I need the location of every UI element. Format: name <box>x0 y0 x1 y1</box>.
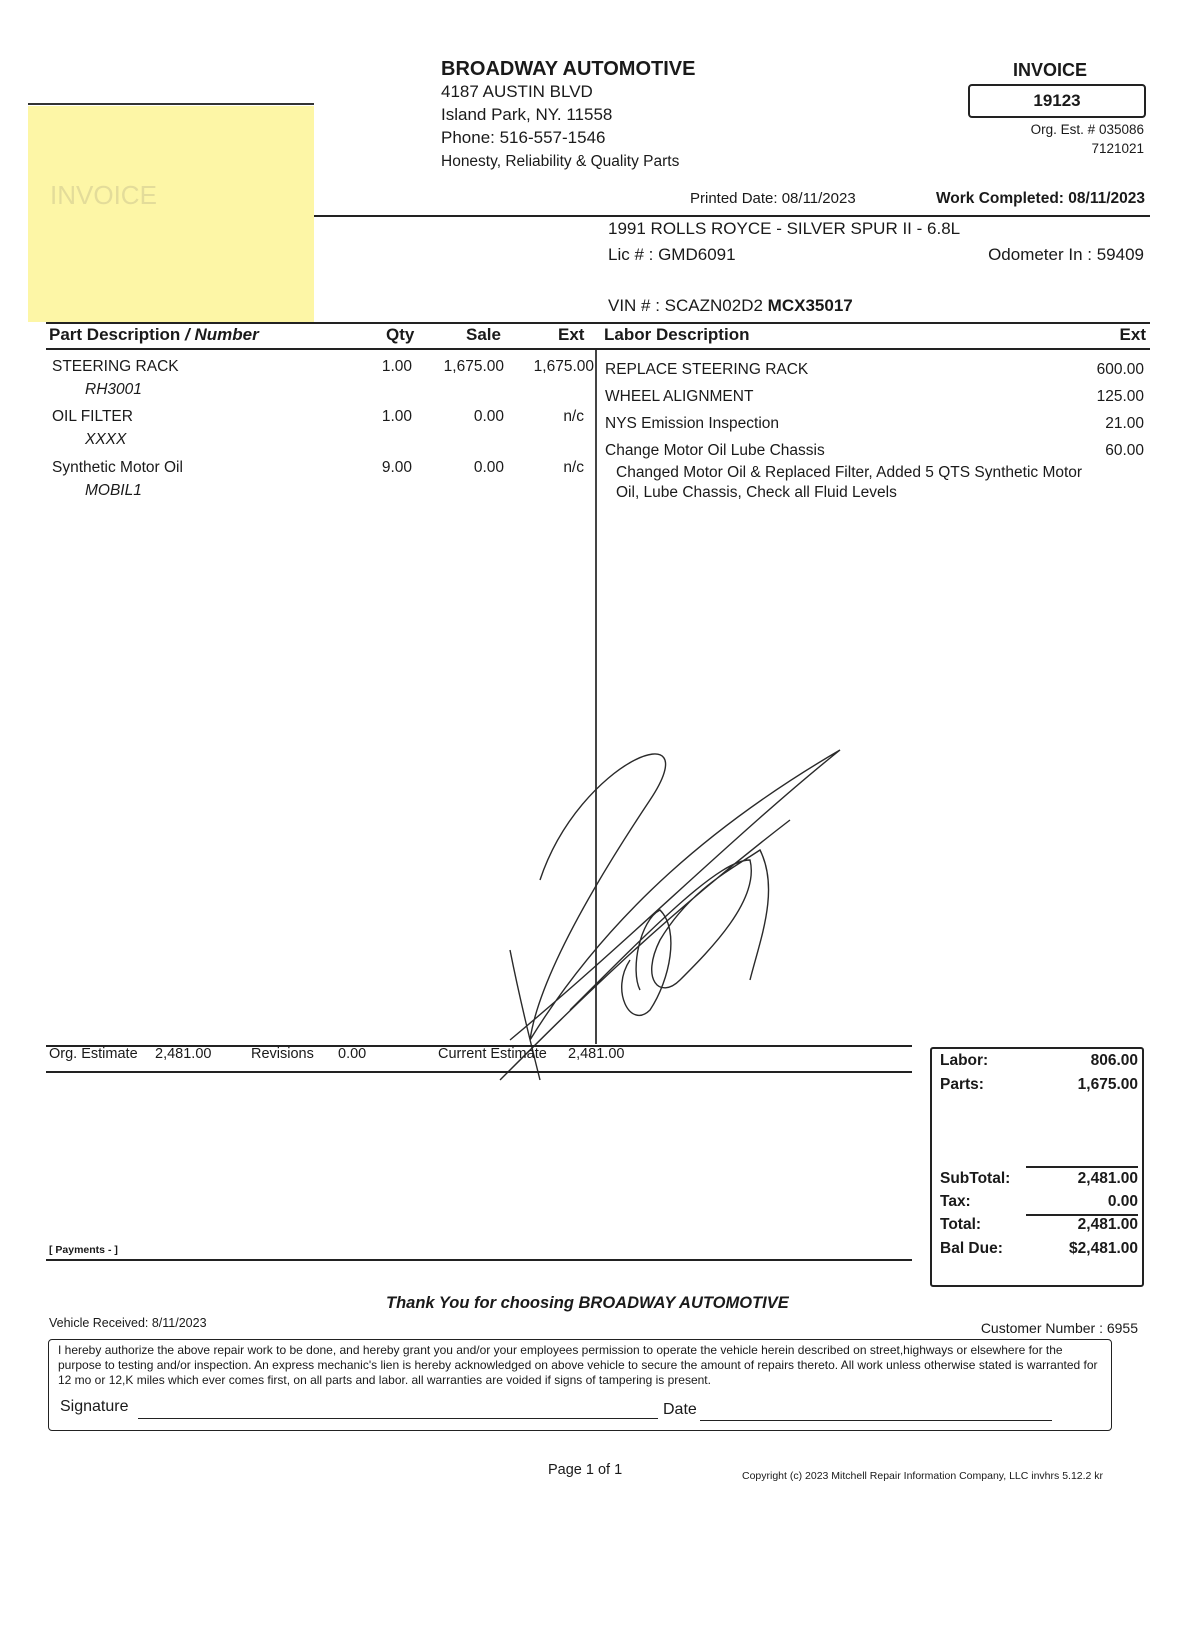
part-number: MOBIL1 <box>85 482 142 499</box>
parts-header-desc <box>49 325 259 345</box>
payments-rule <box>46 1259 912 1261</box>
tax-value: 0.00 <box>1107 1193 1138 1210</box>
subtotal-value: 2,481.00 <box>1077 1170 1138 1187</box>
company-city: Island Park, NY. 11558 <box>441 105 613 124</box>
date-label: Date <box>663 1401 697 1418</box>
labor-total-label: Labor: <box>940 1052 989 1069</box>
labor-ext: 60.00 <box>1105 442 1144 459</box>
handwritten-signature <box>460 740 860 1120</box>
company-tagline: Honesty, Reliability & Quality Parts <box>441 153 680 170</box>
labor-header-ext: Ext <box>1119 325 1146 344</box>
org-estimate-value: 2,481.00 <box>155 1046 212 1062</box>
subtotal-rule <box>1026 1166 1138 1168</box>
part-ext: n/c <box>563 459 584 476</box>
company-address: 4187 AUSTIN BLVD <box>441 82 593 101</box>
parts-header-number-text: / Number <box>185 325 259 344</box>
parts-total-value: 1,675.00 <box>1077 1076 1138 1093</box>
org-estimate-ref <box>1031 120 1144 158</box>
header-rule <box>314 215 1150 217</box>
vehicle-description: 1991 ROLLS ROYCE - SILVER SPUR II - 6.8L <box>608 219 961 238</box>
vin-suffix: MCX35017 <box>767 296 853 315</box>
copyright-notice: Copyright (c) 2023 Mitchell Repair Information Company, LLC invhrs 5.12.2 kr <box>742 1470 1104 1482</box>
revisions-label: Revisions <box>251 1046 314 1062</box>
balance-due-label: Bal Due: <box>940 1240 1003 1257</box>
part-ext: 1,675.00 <box>533 358 594 375</box>
part-qty: 1.00 <box>381 358 412 375</box>
parts-header-qty: Qty <box>386 325 415 344</box>
total-label: Total: <box>940 1216 982 1233</box>
table-header-rule <box>46 348 1150 350</box>
part-desc: OIL FILTER <box>52 408 133 425</box>
table-top-rule <box>46 322 1150 324</box>
labor-desc: REPLACE STEERING RACK <box>605 361 809 378</box>
parts-total-label: Parts: <box>940 1076 984 1093</box>
current-estimate-label: Current Estimate <box>438 1046 547 1062</box>
labor-desc: NYS Emission Inspection <box>605 415 780 432</box>
total-value: 2,481.00 <box>1077 1216 1138 1233</box>
labor-note-line: Changed Motor Oil & Replaced Filter, Added 5 QTS Synthetic Motor <box>616 464 1083 481</box>
org-estimate-label: Org. Estimate <box>49 1046 138 1062</box>
org-est-number: Org. Est. # 035086 <box>1030 122 1144 137</box>
part-qty: 1.00 <box>381 408 412 425</box>
thank-you-message: Thank You for choosing BROADWAY AUTOMOTIVE <box>386 1294 789 1312</box>
part-ext: n/c <box>563 408 584 425</box>
sticky-note-bleed-text: INVOICE <box>50 180 157 210</box>
tax-label: Tax: <box>940 1193 971 1210</box>
date-line <box>700 1420 1052 1421</box>
signature-line <box>138 1418 658 1419</box>
company-name: BROADWAY AUTOMOTIVE <box>441 58 696 80</box>
parts-header-ext: Ext <box>558 325 585 344</box>
customer-number: Customer Number : 6955 <box>980 1320 1138 1336</box>
vehicle-license: Lic # : GMD6091 <box>608 245 736 264</box>
vehicle-received: Vehicle Received: 8/11/2023 <box>49 1316 207 1330</box>
current-estimate-value: 2,481.00 <box>568 1046 625 1062</box>
signature-label: Signature <box>60 1398 129 1415</box>
labor-ext: 125.00 <box>1096 388 1144 405</box>
sticky-note <box>28 106 314 322</box>
vin-prefix: VIN # : SCAZN02D2 <box>608 296 768 315</box>
vehicle-vin <box>608 296 853 316</box>
balance-due-value: $2,481.00 <box>1069 1240 1138 1257</box>
revisions-value: 0.00 <box>338 1046 367 1062</box>
estimate-bottom-rule <box>46 1071 912 1073</box>
org-est-code: 7121021 <box>1091 141 1144 156</box>
page-number: Page 1 of 1 <box>548 1462 623 1478</box>
labor-note-line: Oil, Lube Chassis, Check all Fluid Levels <box>616 484 897 501</box>
invoice-number: 19123 <box>968 84 1146 118</box>
company-phone: Phone: 516-557-1546 <box>441 128 606 147</box>
part-sale: 0.00 <box>473 408 504 425</box>
labor-ext: 600.00 <box>1096 361 1144 378</box>
part-desc: STEERING RACK <box>52 358 179 375</box>
part-number: XXXX <box>85 431 127 448</box>
work-completed-date: Work Completed: 08/11/2023 <box>935 190 1145 207</box>
printed-date: Printed Date: 08/11/2023 <box>690 190 856 207</box>
parts-header-desc-text: Part Description <box>49 325 181 344</box>
payments-label: [ Payments - ] <box>49 1244 118 1256</box>
part-sale: 1,675.00 <box>443 358 504 375</box>
authorization-text: I hereby authorize the above repair work to be done, and hereby grant you and/or your employees permission to operate the vehicle herein described on street,highways or elsewhere for the purpose to testing and/or inspection. An express mechanic's lien is hereby acknowledged on above vehicle to secure the amount of repairs thereto. All work unless otherwise stated is warranted for 12 mo or 12,K miles which ever comes first, on all parts and labor. all warranties are voided if signs of tampering is present. <box>58 1343 1098 1387</box>
part-number: RH3001 <box>85 381 142 398</box>
part-sale: 0.00 <box>473 459 504 476</box>
labor-header-desc: Labor Description <box>604 325 750 344</box>
sticky-note-edge <box>28 103 314 105</box>
part-qty: 9.00 <box>381 459 412 476</box>
labor-desc: Change Motor Oil Lube Chassis <box>605 442 825 459</box>
invoice-label: INVOICE <box>1012 60 1087 80</box>
vehicle-odometer: Odometer In : 59409 <box>988 245 1144 264</box>
parts-header-sale: Sale <box>466 325 501 344</box>
labor-ext: 21.00 <box>1105 415 1144 432</box>
subtotal-label: SubTotal: <box>940 1170 1011 1187</box>
labor-desc: WHEEL ALIGNMENT <box>605 388 754 405</box>
part-desc: Synthetic Motor Oil <box>52 459 183 476</box>
labor-total-value: 806.00 <box>1090 1052 1138 1069</box>
